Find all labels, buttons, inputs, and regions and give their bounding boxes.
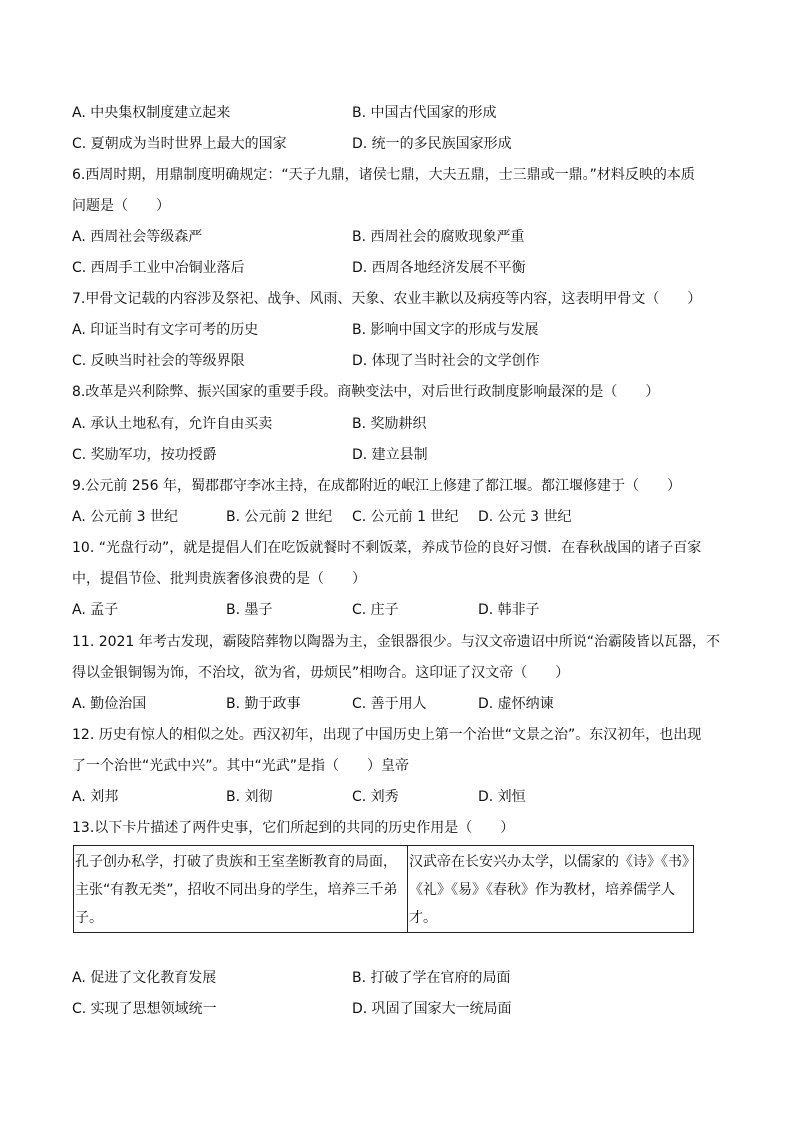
q10-option-c: C. 庄子 [352, 602, 399, 618]
q6-option-d: D. 西周各地经济发展不平衡 [352, 260, 526, 276]
q7-option-c: C. 反映当时社会的等级界限 [72, 353, 245, 369]
q7-stem: 7.甲骨文记载的内容涉及祭祀、战争、风雨、天象、农业丰歉以及病疫等内容，这表明甲骨文（ ） [72, 291, 702, 307]
q11-stem-line2: 得以金银铜锡为饰，不治坟，欲为省，毋烦民”相吻合。这印证了汉文帝（ ） [72, 665, 570, 681]
q6-option-b: B. 西周社会的腐败现象严重 [352, 229, 525, 245]
q9-option-c: C. 公元前 1 世纪 [352, 509, 459, 525]
q12-stem-line1: 12. 历史有惊人的相似之处。西汉初年，出现了中国历史上第一个治世“文景之治”。东汉初年，也出现 [72, 727, 702, 743]
q12-option-d: D. 刘恒 [478, 789, 526, 805]
q8-option-b: B. 奖励耕织 [352, 416, 427, 432]
q9-option-d: D. 公元 3 世纪 [478, 509, 572, 525]
q5-option-a: A. 中央集权制度建立起来 [72, 105, 231, 121]
q13-card-right: 汉武帝在长安兴办太学，以儒家的《诗》《书》《礼》《易》《春秋》作为教材，培养儒学人才。 [408, 846, 694, 933]
q11-option-b: B. 勤于政事 [226, 696, 301, 712]
q8-option-c: C. 奖励军功，按功授爵 [72, 447, 217, 463]
q10-stem-line1: 10. “光盘行动”，就是提倡人们在吃饭就餐时不剩饭菜，养成节俭的良好习惯．在春秋战国的诸子百家 [72, 540, 702, 556]
q7-option-d: D. 体现了当时社会的文学创作 [352, 353, 540, 369]
q11-stem-line1: 11. 2021 年考古发现，霸陵陪葬物以陶器为主，金银器很少。与汉文帝遗诏中所说“治霸陵皆以瓦器，不 [72, 634, 721, 650]
q8-stem: 8.改革是兴利除弊、振兴国家的重要手段。商鞅变法中，对后世行政制度影响最深的是（ ） [72, 384, 660, 400]
q13-option-a: A. 促进了文化教育发展 [72, 970, 217, 986]
q13-option-d: D. 巩固了国家大一统局面 [352, 1001, 512, 1017]
q13-card-left: 孔子创办私学，打破了贵族和王室垄断教育的局面，主张“有教无类”，招收不同出身的学生，培养三千弟子。 [74, 846, 408, 933]
q6-stem-line1: 6.西周时期，用鼎制度明确规定：“天子九鼎，诸侯七鼎，大夫五鼎，士三鼎或一鼎。”材料反映的本质 [72, 167, 695, 183]
q7-option-a: A. 印证当时有文字可考的历史 [72, 322, 259, 338]
q12-stem-line2: 了一个治世“光武中兴”。其中“光武”是指（ ）皇帝 [72, 758, 410, 774]
q13-cards-table [73, 845, 694, 933]
q13-option-b: B. 打破了学在官府的局面 [352, 970, 511, 986]
q5-option-b: B. 中国古代国家的形成 [352, 105, 497, 121]
q12-option-b: B. 刘彻 [226, 789, 273, 805]
q13-stem: 13.以下卡片描述了两件史事，它们所起到的共同的历史作用是（ ） [72, 820, 515, 836]
q10-option-a: A. 孟子 [72, 602, 119, 618]
q8-option-d: D. 建立县制 [352, 447, 428, 463]
q11-option-d: D. 虚怀纳谏 [478, 696, 554, 712]
q9-option-a: A. 公元前 3 世纪 [72, 509, 179, 525]
q9-option-b: B. 公元前 2 世纪 [226, 509, 333, 525]
q12-option-a: A. 刘邦 [72, 789, 119, 805]
q13-option-c: C. 实现了思想领域统一 [72, 1001, 217, 1017]
q11-option-a: A. 勤俭治国 [72, 696, 147, 712]
q5-option-c: C. 夏朝成为当时世界上最大的国家 [72, 136, 287, 152]
q6-option-a: A. 西周社会等级森严 [72, 229, 203, 245]
q5-option-d: D. 统一的多民族国家形成 [352, 136, 512, 152]
q6-stem-line2: 问题是（ ） [72, 198, 170, 214]
q12-option-c: C. 刘秀 [352, 789, 399, 805]
q11-option-c: C. 善于用人 [352, 696, 427, 712]
q10-stem-line2: 中，提倡节俭、批判贵族奢侈浪费的是（ ） [72, 571, 366, 587]
q10-option-d: D. 韩非子 [478, 602, 540, 618]
q6-option-c: C. 西周手工业中冶铜业落后 [72, 260, 245, 276]
q8-option-a: A. 承认土地私有，允许自由买卖 [72, 416, 273, 432]
q9-stem: 9.公元前 256 年，蜀郡郡守李冰主持，在成都附近的岷江上修建了都江堰。都江堰修建于（ ） [72, 478, 681, 494]
q7-option-b: B. 影响中国文字的形成与发展 [352, 322, 539, 338]
q10-option-b: B. 墨子 [226, 602, 273, 618]
